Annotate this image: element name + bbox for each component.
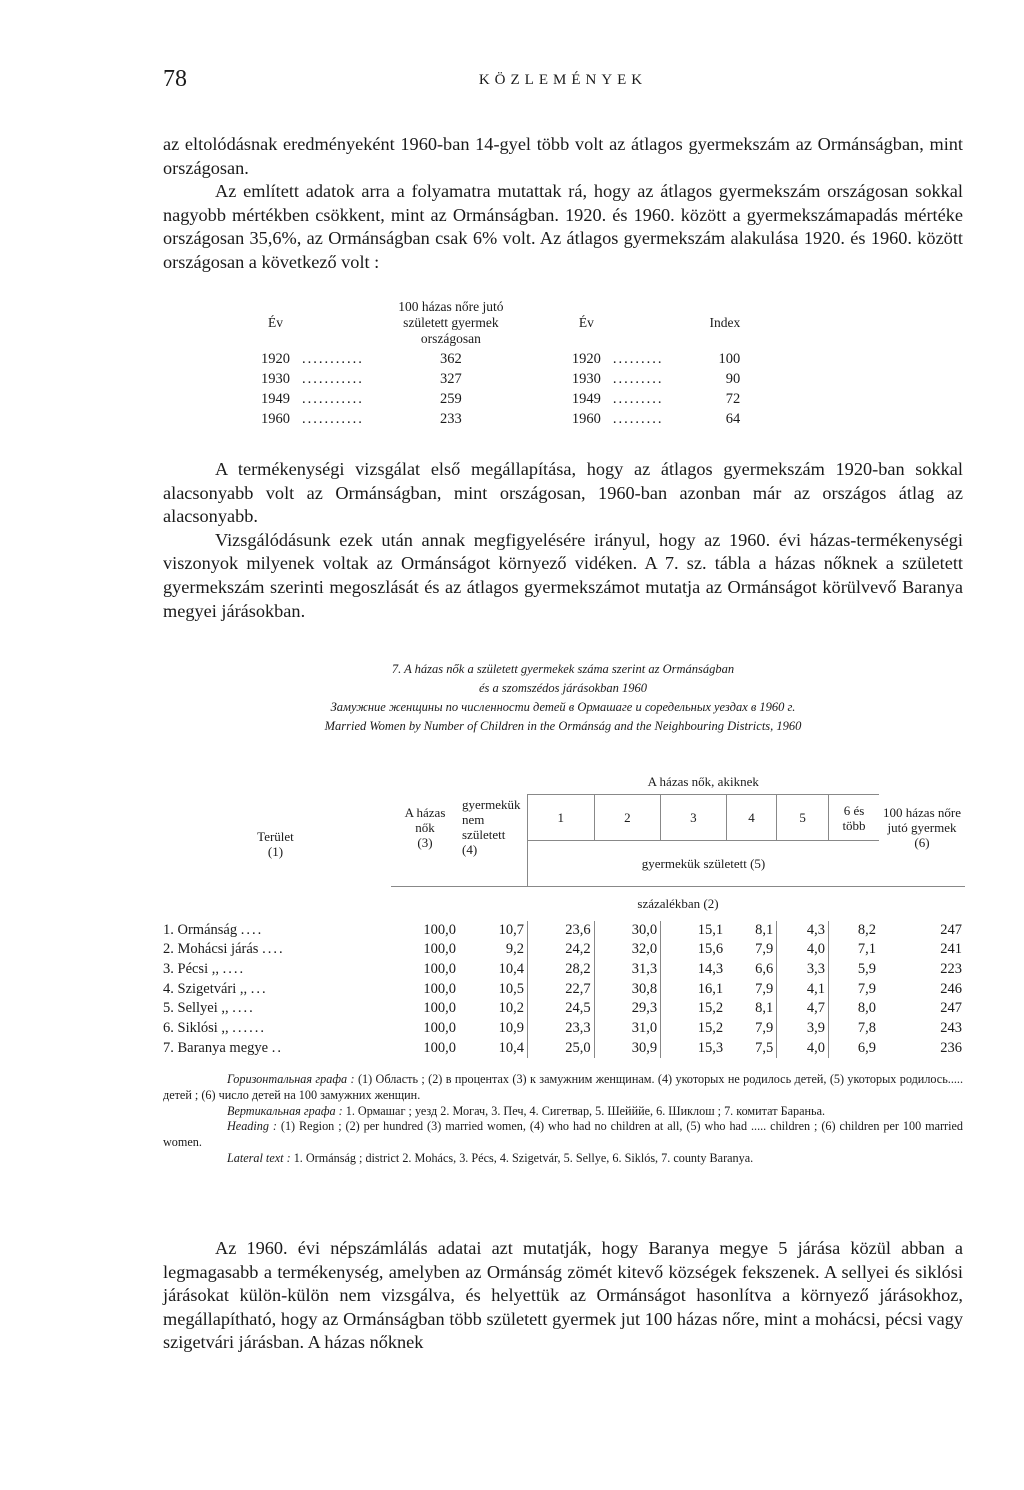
- caption-en: Married Women by Number of Children in the Ormánság and the Neighbouring Districts, 1960: [324, 719, 802, 733]
- t2-row: 2. Mohácsi járás .... 100,0 9,2 24,2 32,0 15,6 7,9 4,0 7,1 241: [160, 940, 965, 960]
- t2-row: 3. Pécsi ,, .... 100,0 10,4 28,2 31,3 14,3 6,6 3,3 5,9 223: [160, 960, 965, 980]
- t2-header-group: A házas nők, akiknek: [528, 768, 880, 795]
- t2-header-c4: 4: [726, 795, 777, 841]
- running-title: KÖZLEMÉNYEK: [478, 72, 648, 88]
- t2-header-region: Terület (1): [257, 829, 294, 860]
- note-en-lateral: Lateral text : 1. Ormánság ; district 2. Mohács, 3. Pécs, 4. Szigetvár, 5. Sellye, 6. Siklós, 7. county Baranya.: [227, 1150, 754, 1165]
- t1-index: 64: [725, 411, 741, 427]
- district-children-table: [160, 768, 965, 1058]
- t2-row: 6. Siklósi ,, ...... 100,0 10,9 23,3 31,0 15,2 7,9 3,9 7,8 243: [160, 1019, 965, 1039]
- t1-row: 1949 ........... 259 1949 ......... 72: [255, 389, 746, 409]
- closing-text: [163, 1237, 963, 1355]
- table-caption: [163, 660, 963, 736]
- t1-year: 1930: [261, 371, 290, 387]
- t1-value: 362: [440, 351, 462, 367]
- t1-row: 1920 ........... 362 1920 ......... 100: [255, 349, 746, 369]
- t2-header-c3: 3: [661, 795, 727, 841]
- t1-header-children: 100 házas nőre jutó született gyermek országosan: [398, 299, 504, 346]
- t2-header-c2: 2: [594, 795, 661, 841]
- t1-year2: 1930: [571, 371, 601, 387]
- t1-year2: 1960: [571, 411, 601, 427]
- paragraph-1b: Az említett adatok arra a folyamatra mutattak rá, hogy az átlagos gyermekszám országosan sokkal nagyobb mértékben csökkent, mint az Ormánságban. 1920. és 1960. között a gyermekszámapadás mértéke országosan 35,6%, az Ormánságban csak 6% volt. Az átlagos gyermekszám alakulása 1920. és 1960. között országosan a következő volt :: [163, 181, 963, 272]
- t1-header-year: Év: [268, 315, 283, 330]
- paragraph-1a: az eltolódásnak eredményeként 1960-ban 14-gyel több volt az átlagos gyermekszám az Ormánságban, mint országosan.: [163, 134, 963, 178]
- t2-row: 5. Sellyei ,, .... 100,0 10,2 24,5 29,3 15,2 8,1 4,7 8,0 247: [160, 999, 965, 1019]
- t2-header-no-children: gyermekük nem született (4): [462, 797, 521, 857]
- t1-index: 100: [718, 351, 741, 367]
- note-ru-heading: Горизонтальная графа : (1) Область ; (2) в процентах (3) к замужним женщинам. (4) укоторых не родилось детей, (5) укоторых родилось..... детей ; (6) число детей на 100 замужних женщин.: [163, 1072, 964, 1102]
- table-notes: [163, 1072, 963, 1167]
- paragraph-3: Az 1960. évi népszámlálás adatai azt mutatják, hogy Baranya megye 5 járása közül abban a legmagasabb a termékenység, amelyben az Ormánság zömét kitevő községek fekszenek. A sellyei és siklósi járásokat külön-külön nem vizsgálva, és helyettük az Ormánságot hasonlítva a környező járásokhoz, megállapítható, hogy az Ormánságban több született gyermek jut 100 házas nőre, mint a mohácsi, pécsi vagy szigetvári járásban. A házas nőknek: [163, 1238, 963, 1353]
- t1-header-index: Index: [709, 315, 741, 330]
- t1-year: 1960: [261, 411, 290, 427]
- paragraph-2a: A termékenységi vizsgálat első megállapítása, hogy az átlagos gyermekszám 1920-ban sokkal alacsonyabb volt az Ormánságban, mint országosan, 1960-ban azonban már az országos átlag az alacsonyabb.: [163, 459, 963, 527]
- t2-header-c5: 5: [777, 795, 829, 841]
- t2-region: 3. Pécsi ,, ....: [163, 960, 246, 977]
- paragraph-2b: Vizsgálódásunk ezek után annak megfigyelésére irányul, hogy az 1960. évi házas-termékenységi viszonyok milyenek voltak az Ormánságot környező vidéken. A 7. sz. tábla a házas nőknek a született gyermekszám szerinti megoszlását és az átlagos gyermekszámot mutatja az Ormánságot körülvevő Baranya megyei járásokban.: [163, 529, 963, 621]
- t2-region: 7. Baranya megye ..: [163, 1039, 283, 1056]
- t1-row: 1960 ........... 233 1960 ......... 64: [255, 409, 746, 429]
- t2-header-married: A házas nők (3): [404, 804, 446, 850]
- t2-region: 4. Szigetvári ,, ...: [163, 980, 268, 997]
- running-header: [163, 66, 963, 94]
- t1-value: 259: [440, 391, 462, 407]
- t1-index: 72: [725, 391, 741, 407]
- t2-region: 1. Ormánság ....: [163, 921, 264, 938]
- t2-row: 1. Ormánság .... 100,0 10,7 23,6 30,0 15,1 8,1 4,3 8,2 247: [160, 921, 965, 941]
- t2-header-c6: 6 és több: [829, 795, 880, 841]
- t2-header-per100: 100 házas nőre jutó gyermek (6): [883, 804, 961, 850]
- caption-ru: Замужние женщины по численности детей в Ормашаге и соредельных уездах в 1960 г.: [330, 700, 796, 714]
- t1-year2: 1920: [571, 351, 601, 367]
- intro-text: [163, 133, 963, 275]
- t2-row: 7. Baranya megye .. 100,0 10,4 25,0 30,9 15,3 7,5 4,0 6,9 236: [160, 1039, 965, 1059]
- t1-header-year2: Év: [578, 315, 594, 330]
- findings-text: [163, 458, 963, 623]
- t1-value: 233: [440, 411, 462, 427]
- note-en-heading: Heading : (1) Region ; (2) per hundred (3) married women, (4) who had no children at all, (5) who had ..... children ; (6) children per 100 married women.: [163, 1119, 963, 1150]
- note-ru-lateral: Вертикальная графа : 1. Ормашаг ; уезд 2. Могач, 3. Печ, 4. Сигетвар, 5. Шейййе, 6. Шиклош ; 7. комитат Бараньа.: [227, 1103, 826, 1118]
- national-children-table: [255, 297, 746, 429]
- t2-row: 4. Szigetvári ,, ... 100,0 10,5 22,7 30,8 16,1 7,9 4,1 7,9 246: [160, 980, 965, 1000]
- t1-value: 327: [440, 371, 462, 387]
- t2-header-c1: 1: [528, 795, 595, 841]
- t1-index: 90: [725, 371, 741, 387]
- t1-year: 1949: [261, 391, 290, 407]
- t2-region: 5. Sellyei ,, ....: [163, 1000, 255, 1017]
- page-number: 78: [163, 66, 187, 92]
- t1-year2: 1949: [571, 391, 601, 407]
- caption-hu-line1: 7. A házas nők a született gyermekek száma szerint az Ormánságban: [391, 662, 735, 676]
- t2-region: 2. Mohácsi járás ....: [163, 941, 285, 958]
- t2-header-born: gyermekük született (5): [528, 841, 880, 887]
- t2-header-pct: százalékban (2): [391, 887, 965, 921]
- t1-row: 1930 ........... 327 1930 ......... 90: [255, 369, 746, 389]
- t2-region: 6. Siklósi ,, ......: [163, 1020, 267, 1037]
- t1-year: 1920: [261, 351, 290, 367]
- caption-hu-line2: és a szomszédos járásokban 1960: [478, 681, 648, 695]
